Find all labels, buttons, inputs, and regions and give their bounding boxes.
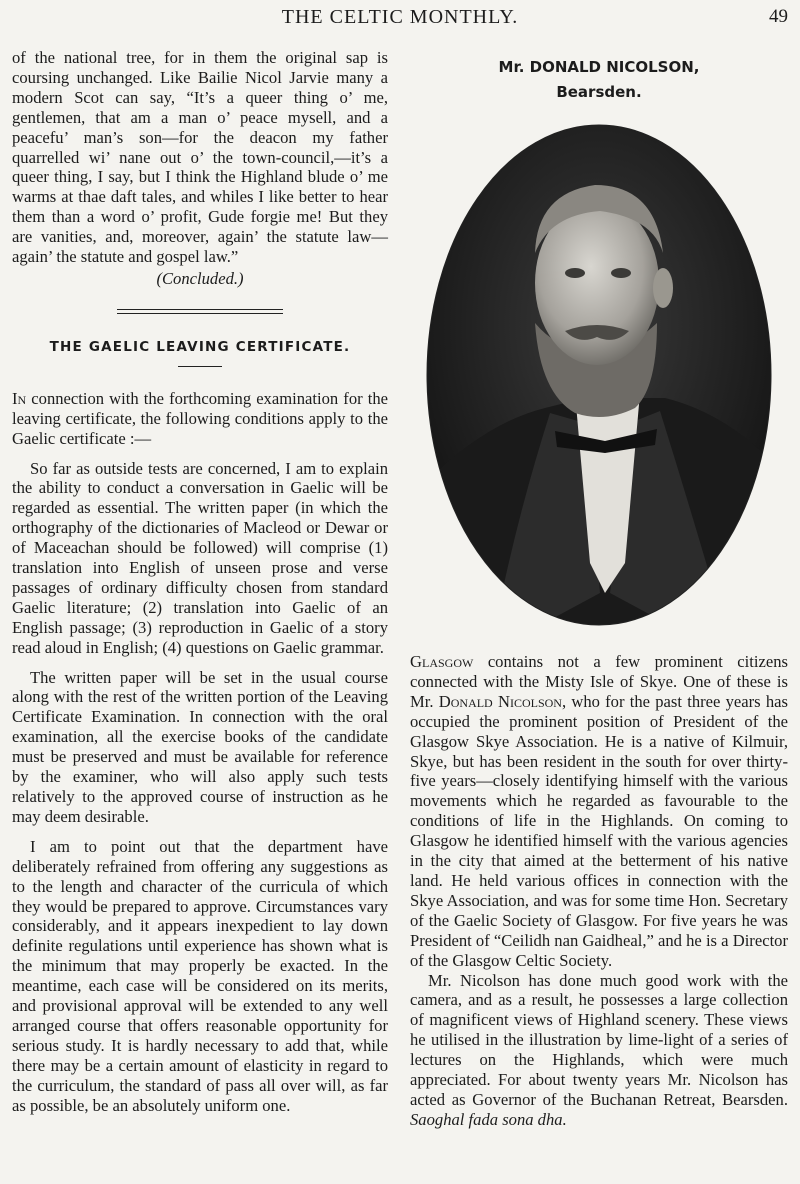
gaelic-blessing: Saoghal fada sona dha.: [410, 1109, 567, 1129]
intro-paragraph: [12, 389, 388, 449]
left-column: [12, 48, 388, 1116]
bio-paragraph-1: [410, 652, 788, 971]
body-paragraph-2: The written paper will be set in the usual course along with the rest of the written portion of the Leaving Certificate Examination. In connection with the oral examination, all the exercise books of the candidate must be preserved and must be available for reference by the examiner, who will also apply such tests relatively to the approved course of instruction as he may deem desirable.: [12, 667, 388, 826]
section-divider: [117, 309, 283, 314]
page-number: 49: [769, 6, 788, 27]
journal-title: THE CELTIC MONTHLY.: [281, 6, 519, 28]
bio-drop-word: Glasgow: [410, 652, 474, 671]
bio-paragraph-2: [410, 971, 788, 1130]
bio-text-a: contains not a few prominent citizens connected with the Misty Isle of Skye. One of these is Mr.: [410, 652, 788, 711]
intro-drop-word: In: [12, 388, 27, 408]
intro-text: connection with the forthcoming examination for the leaving certificate, the following conditions apply to the Gaelic certificate :—: [12, 388, 388, 448]
right-column: [410, 652, 788, 1130]
portrait-caption: [410, 55, 788, 105]
portrait-photo: [425, 123, 773, 628]
body-paragraph-1: So far as outside tests are concerned, I am to explain the ability to conduct a conversation in Gaelic will be regarded as essential. The written paper (in which the orthography of the dictionaries of Macleod or Dewar or of Maceachan should be followed) will comprise (1) translation into English of unseen prose and verse passages of ordinary difficulty chosen from standard Gaelic literature; (2) translation into Gaelic of an English passage; (3) reproduction in Gaelic of a story read aloud in English; (4) questions on Gaelic grammar.: [12, 458, 388, 657]
bio-text-b: , who for the past three years has occupied the prominent position of President of the Glasgow Skye Association. He is a native of Kilmuir, Skye, but has been resident in the south for over thirty-five years—closely identifying himself with the various movements which he regarded as favourable to the conditions of life in the Highlands. On coming to Glasgow he identified himself with the various agencies in the city that aimed at the betterment of his native land. He held various offices in connection with the Skye Association, and was for some time Hon. Secretary of the Gaelic Society of Glasgow. For five years he was President of “Ceilidh nan Gaidheal,” and he is a Director of the Glasgow Celtic Society.: [410, 691, 788, 970]
bio-name: Donald Nicolson: [438, 691, 562, 711]
section-title: THE GAELIC LEAVING CERTIFICATE.: [49, 338, 351, 355]
portrait-name: Mr. DONALD NICOLSON,: [498, 58, 700, 76]
bio-text-c: Mr. Nicolson has done much good work with the camera, and as a result, he possesses a large collection of magnificent views of Highland scenery. These views he utilised in the illustration by lime-light of a series of lectures on the Highlands, which were much appreciated. For about twenty years Mr. Nicolson has acted as Governor of the Buchanan Retreat, Bearsden.: [410, 970, 788, 1109]
body-paragraph-3: I am to point out that the department have deliberately refrained from offering any suggestions as to the length and character of the curricula of which they would be prepared to approve. Circumstances vary considerably, and it appears inexpedient to lay down definite regulations until experience has shown what is the minimum that may properly be exacted. In the meantime, each case will be considered on its merits, and provisional approval will be extended to any well arranged course that offers reasonable opportunity for serious study. It is hardly necessary to add that, while there may be a certain amount of elasticity in regard to the curriculum, the standard of pass all over will, as far as possible, be an absolutely uniform one.: [12, 836, 388, 1115]
concluded-note: (Concluded.): [156, 268, 244, 288]
page-header: [0, 6, 800, 32]
continued-paragraph: of the national tree, for in them the original sap is coursing unchanged. Like Bailie Nicol Jarvie many a modern Scot can say, “It’s a queer thing o’ me, gentlemen, that am a man o’ peace mysell, and a peacefu’ man’s son—for the deacon my father quarrelled wi’ nane out o’ the town-council,—it’s a queer thing, I say, but I think the Highland blude o’ me warms at thae daft tales, and whiles I like better to hear them than a word o’ profit, Gude forgie me! But they are vanities, and, moreover, again’ the statute law—again’ the statute and gospel law.”: [12, 48, 388, 267]
portrait-place: Bearsden.: [556, 83, 642, 101]
title-underline: [178, 366, 222, 367]
